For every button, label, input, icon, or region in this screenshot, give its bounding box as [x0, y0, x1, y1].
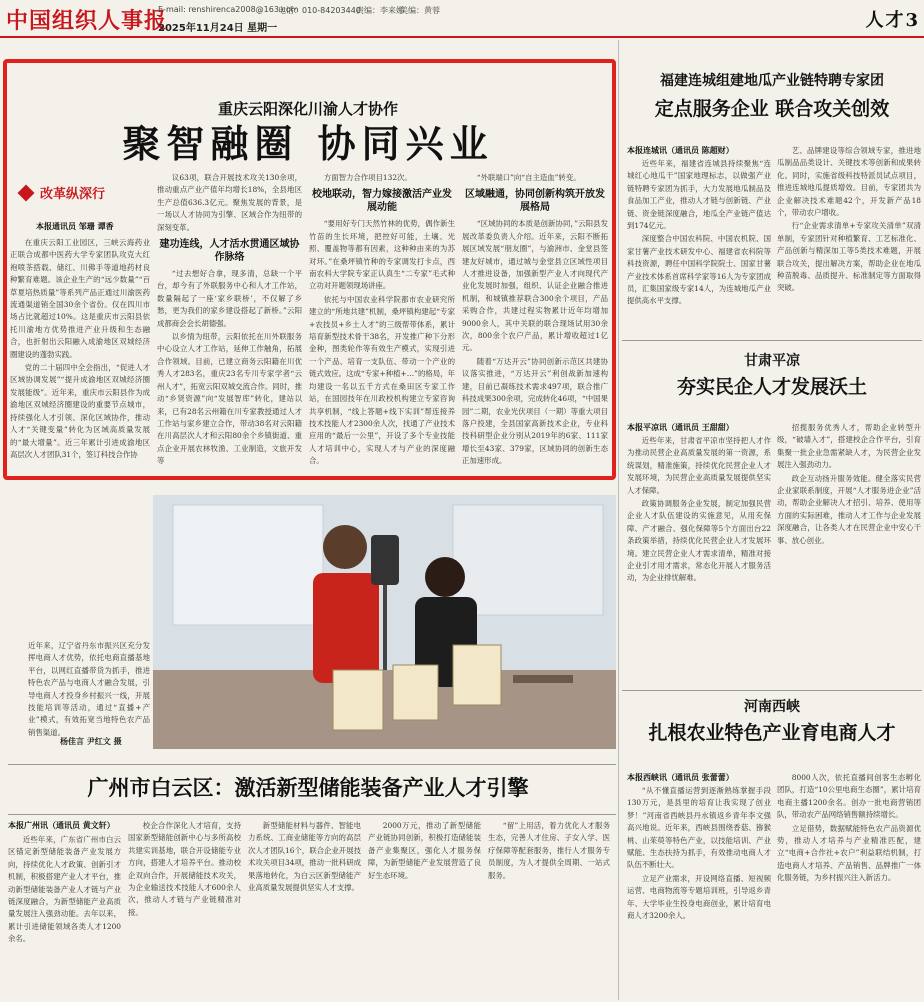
- right-bottom-column-1: [627, 785, 771, 1000]
- photo-credit: 杨佳言 尹红文 摄: [60, 736, 122, 746]
- paragraph: 近些年来，甘肃省平凉市坚持把人才作为推动民营企业高质量发展的第一资源，系统谋划，精准施策，持续优化民营企业人才发展环境，为民营企业高质量发展提供坚实人才保障。: [627, 436, 771, 495]
- newspaper-logo: 中国组织人事报: [6, 8, 168, 34]
- right-bottom-byline: 本报西峡讯（通讯员 张蕾蕾）: [627, 772, 734, 782]
- page-label: 人才3: [865, 10, 920, 31]
- paragraph: 新型储能材料与器件、智能电力系统、工商业储能等方向的高层次人才团队16个，联合企业开展技术攻关项目34项，推动一批科研成果落地转化，为白云区新型储能产业高质量发展提供坚实人才支撑。: [248, 821, 361, 893]
- right-top-column-1: [627, 158, 771, 334]
- right-bottom-headline: 扎根农业特色产业育电商人才: [648, 722, 896, 744]
- paragraph: 近些年来，广东省广州市白云区锚定新型储能装备产业发展方向，持续优化人才政策、创新引才机制，积极搭建产业人才平台，推动新型储能装备产业人才链与产业链深度融合，为新型储能产业高质量发展注入强劲动能。去年以来，累计引进储能领域各类人才1200余名。: [8, 835, 121, 944]
- right-bottom-column-2: [777, 772, 921, 1000]
- paragraph: 行“企业需求清单+专家攻关清单”双清单制，专家团针对种植繁育、工艺标准化、产品创新与精深加工等5类技术难题，开展联合攻关，提出解决方案，帮助企业在地瓜种苗脱毒、品质提升、标准制定等方面取得突破。: [777, 221, 921, 293]
- paragraph: “留”上用活，着力优化人才服务生态，完善人才住房、子女入学、医疗保障等配套服务，推行人才服务专员制度，为人才提供全周期、一站式服务。: [488, 821, 610, 880]
- right-top-column-2: [777, 145, 921, 334]
- lead-subhead-3: 区域融通，协同创新构筑开放发展格局: [465, 189, 605, 214]
- paragraph: 立足产业需求，开设网络直播、短视频运营、电商物流等专题培训班，引导返乡青年、大学毕业生投身电商创业，累计培育电商人才3200余人。: [627, 873, 771, 921]
- paragraph: 立足借势，数据赋能特色农产品资源优势，推动人才培养与产业精准匹配，建立“电商+合作社+农户”利益联结机制，打造电商人才培养、产品销售、品牌推广一体化服务链，为乡村振兴注入新活力。: [777, 823, 921, 883]
- paragraph: “从不懂直播运营到逐渐熟练掌握手段130万元，是县里的培育让我实现了创业梦！”河南省西峡县丹水镇返乡青年李文强高兴地说。近年来，西峡县围绕香菇、猕猴桃、山茱萸等特色产业，以技能培训、产业赋能、生态扶持为抓手，有效推动电商人才队伍不断壮大。: [627, 786, 771, 870]
- masthead-editor: 责编：李来娜: [356, 6, 404, 15]
- divider: [622, 690, 922, 691]
- right-mid-column-2: [777, 422, 921, 682]
- diamond-icon: [18, 184, 35, 201]
- lead-byline: 本报通讯员 邹珊 谭香: [36, 221, 114, 231]
- right-mid-column-1: [627, 435, 771, 682]
- lead-headline: 聚智融圈 协同兴业: [122, 121, 494, 166]
- paragraph: 党的二十届四中全会指出，“促进人才区域协调发展”“提升成渝地区双城经济圈发展能级”。近年来，重庆市云阳县作为成渝地区双城经济圈建设的重要节点城市，持续强化人才引领、深化区域协作，推动人才“关键变量”转化为区域高质量发展的“最大增量”。近三年累计引进成渝地区高层次人才团队31个，签订科技合作协: [10, 363, 150, 459]
- paragraph: “要用好专门天然竹林的优势，偶作新生竹苗的生长环境，把控好可能，土壤、光照、覆盖物等都有因素，这种种由来的为苏对环。”在桑坪镇竹种的专家调发打卡点，西南农科大学院专家正认真生“二专家”毛式种立功对开题领现场讲座。: [309, 219, 455, 291]
- paragraph: “区域协同的本质是创新协同，”云阳县发展改革委负责人介绍。近年来，云阳不断拓展区域发展“朋友圈”，与渝洲市、金堂县签建友好城市，通过城与金堂县立区域性项目人才推进设备，加强新型产业人才向现代产业化发展时加强，组织、认证企业融合推进机制，和城镇推荐联合300余个项目，产品采购合作，共建过程实物累计近年均增加9000余人，其中关联的联合现场试用30余次，800余个农户产品，累计增收超过1亿元。: [462, 219, 608, 353]
- lead-column-1: [10, 237, 150, 476]
- right-top-byline: 本报连城讯（通讯员 陈超财）: [627, 145, 734, 155]
- right-top-headline: 定点服务企业 联合攻关创效: [654, 98, 890, 120]
- bottom-headline: 广州市白云区：激活新型储能装备产业人才引擎: [87, 775, 529, 800]
- right-mid-headline: 夯实民企人才发展沃土: [676, 376, 867, 398]
- right-mid-byline: 本报平凉讯（通讯员 王甜甜）: [627, 422, 734, 432]
- divider: [8, 764, 616, 765]
- livestream-illustration: [153, 495, 616, 749]
- paragraph: 深度整合中国农科院、中国农机院、国家甘薯产业技术研发中心、福建省农科院等科技资源，聘任中国科学院院士、国家甘薯产业技术体系首席科学家等16人为专家团成员，汇集国家级专家14人，为连城地瓜产业提供高水平支撑。: [627, 234, 771, 306]
- lead-column-2: [157, 172, 302, 476]
- lead-subhead-1: 建功连线，人才活水贯通区域协作脉络: [159, 239, 300, 264]
- paragraph: 议63项，联合开展技术攻关130余项，推动重点产业产值年均增长18%，全县地区生产总值636.3亿元。聚焦发展的背景，是一场以人才协同为引擎、区域合作为纽带的深刻变革。: [157, 173, 302, 232]
- masthead-rule: [0, 36, 924, 38]
- section-kicker: [20, 183, 105, 202]
- paragraph: 艺、品牌建设等综合领域专家，推进地瓜制品品类设计、关键技术等创新和成果转化。同时，实施省级科技特派员试点项目，推进连城地瓜提质增效。目前，专家团共为企业解决技术难题42个，开发新产品18个，带动农户增收。: [777, 146, 921, 218]
- paragraph: 8000人次，依托直播间创客生态孵化团队，打造“10公里电商生态圈”，累计培育电商主播1200余名。创办一批电商营销团队，带动农产品网络销售额持续增长。: [777, 773, 921, 820]
- paragraph: 在重庆云阳工业园区，三峡云海药业正联合成都中医药大学专家团队攻克大红袍喷茶搭载、储红、川佛手等道地药材良种繁育难题。该企业生产的“远少数量”“百草夏培热质量”等系列产品正通过川渝医药流通渠道销全国30余个省份。仅在四川市场占比就超过10%。这是重庆市云阳县依托川渝地方优势推进产业升级和生态融合，也折射出云阳融入成渝地区双城经济圈建设的蓬勃实践。: [10, 238, 150, 359]
- masthead-phone: 电话：010-84203440: [278, 6, 361, 15]
- paragraph: 方面智力合作项目132次。: [323, 173, 412, 182]
- bottom-column-2: [128, 820, 241, 1000]
- right-top-kicker-title: 福建连城组建地瓜产业链特聘专家团: [660, 73, 884, 89]
- masthead-date: 2025年11月24日 星期一: [158, 23, 278, 34]
- column-divider: [618, 40, 619, 1000]
- divider: [622, 340, 922, 341]
- lead-subhead-2: 校地联动，智力嫁接激活产业发展动能: [312, 189, 452, 214]
- bottom-column-1: [8, 834, 121, 1000]
- paragraph: “过去想好合拿，现多清，总缺一个平台，却今有了外联服务中心和人才工作站，数量隔起了一座‘家乡联桥’，不仅解了乡愁，更为我们的家乡建设搭起了新桥。”云阳成都商会会长胡德强。: [157, 269, 302, 328]
- masthead-email: E-mail: renshirenca2008@163.com: [158, 5, 299, 14]
- paragraph: 招揽服务优秀人才，帮助企业转型升级，“破墙入才”，搭建校企合作平台，引育集聚一批企业急需紧缺人才，为民营企业发展注入强劲动力。: [777, 423, 921, 470]
- divider: [8, 814, 616, 815]
- bottom-column-4: [368, 820, 481, 1000]
- paragraph: 2000万元，推动了新型储能产业链协同创新，积极打造储能装备产业集聚区，强化人才服务保障，为新型储能产业发展营造了良好生态环境。: [368, 821, 481, 880]
- lead-column-3: [309, 172, 455, 476]
- paragraph: 以乡情为纽带，云阳依托在川外联服务中心设立人才工作站，延伸工作触角，拓展合作领域。目前，已建立商务云阳籍在川优秀人才283名，重庆23名专川专家学者“云州人才”，拓宽云阳双城交流合作。同时，推动“乡贤资源”向“发展智库”转化，建站以来，已有28名云州籍在川专家教授通过人才工作站与家乡建立合作，带动38名对云阳籍在川高层次人才和云阳80余个乡镇街道、重点企业开展农林牧渔、工业制造，文旅开发等: [157, 332, 302, 466]
- paragraph: 政策协调服务企业发展，制定加强民营企业人才队伍建设的实施意见，从用充保障、产才融合、强化保障等5个方面出台22条政策举措，持续优化民营企业人才发展环境。建立民营企业人才需求清单，精准对接企业引才用才需求，常态化开展人才服务活动，为企业排忧解难。: [627, 499, 771, 583]
- paragraph: “外联端口”向“自主造血”转变。: [476, 173, 581, 182]
- paragraph: 近些年来，福建省连城县持续聚焦“连城红心地瓜干”国家地理标志，以做强产业链特聘专家团为抓手，大力发展地瓜制品及食品加工产业，推动人才链与创新链、产业链、资金链深度融合，地瓜全产业链产值达到174亿元。: [627, 159, 771, 231]
- bottom-byline: 本报广州讯（通讯员 黄文轩）: [8, 820, 115, 830]
- paragraph: 随着“万达开云”协同创新示范区共建协议落实推进，“万达开云”利创战新加速构建，目前已凝练技术需求497项，联合推广科技成果300余项，完成转化46项，“中国果园”二期，农业光伏项目（一期）等重大项目落户投建，全县国家高新技术企业，专业科技科研型企业分别从2019年的6家、111家增长至43家、379家，区域协同的创新生态正加速形成。: [462, 356, 608, 466]
- right-bottom-kicker-title: 河南西峡: [744, 699, 800, 715]
- livestream-photo: [153, 495, 616, 749]
- paragraph: 校企合作深化人才培育，支持国家新型储能创新中心与多所高校共建实训基地，联合开设储能专业方向，搭建人才培养平台。推动校企双向合作，开展储能技术攻关，为企业输送技术技能人才600余人次，推动人才链与产业链精准对接。: [128, 821, 241, 917]
- lead-column-4: [462, 172, 608, 476]
- section-label: 改革纵深行: [40, 187, 106, 202]
- paragraph: 政企互动扬升服务效能。健全落实民营企业家联系制度，开展“人才服务进企业”活动，帮助企业解决人才招引、培养、使用等方面的实际困难，推动人才工作与企业发展深度融合，让各类人才在民营企业中安心干事、放心创业。: [777, 473, 921, 545]
- right-mid-kicker-title: 甘肃平凉: [744, 353, 800, 369]
- bottom-column-5: [488, 820, 610, 1000]
- lead-kicker-title: 重庆云阳深化川渝人才协作: [217, 100, 398, 118]
- masthead-designer: 美编：黄蓉: [400, 6, 440, 15]
- paragraph: 依托与中国农业科学院都市农业研究所建立的“所地共建”机制，桑坪镇构建起“专家+农技员+乡土人才”的三级帮带体系，累计培育新型技术骨干38名，开发推广种下分形金种，图类轮作等有效生产模式，实现引进一个产品、培育一支队伍、带动一个产业的链式效应。这成“专家+种植+…”的格局，年均建设一名以五千方式在桑田区专家工作站，在国园技年在川政校机构建立专家咨询共享机制，“线上答题+线下实训”帮连接养技术技能人才2300余人次，找通了产业技术应用的“最后一公里”，开设了多个专业技能人才培训中心，实现人才与产业的深度融合。: [309, 294, 455, 466]
- bottom-column-3: [248, 820, 361, 1000]
- photo-caption: 近年来，辽宁省丹东市振兴区充分发挥电商人才优势，依托电商直播基地平台，以网红直播带货为抓手，推进特色农产品与电商人才融合发展，引导电商人才投身乡村振兴一线，开展技能培训等活动，通过“直播+产业”模式，有效拓宽当地特色农产品销售渠道。: [28, 641, 150, 737]
